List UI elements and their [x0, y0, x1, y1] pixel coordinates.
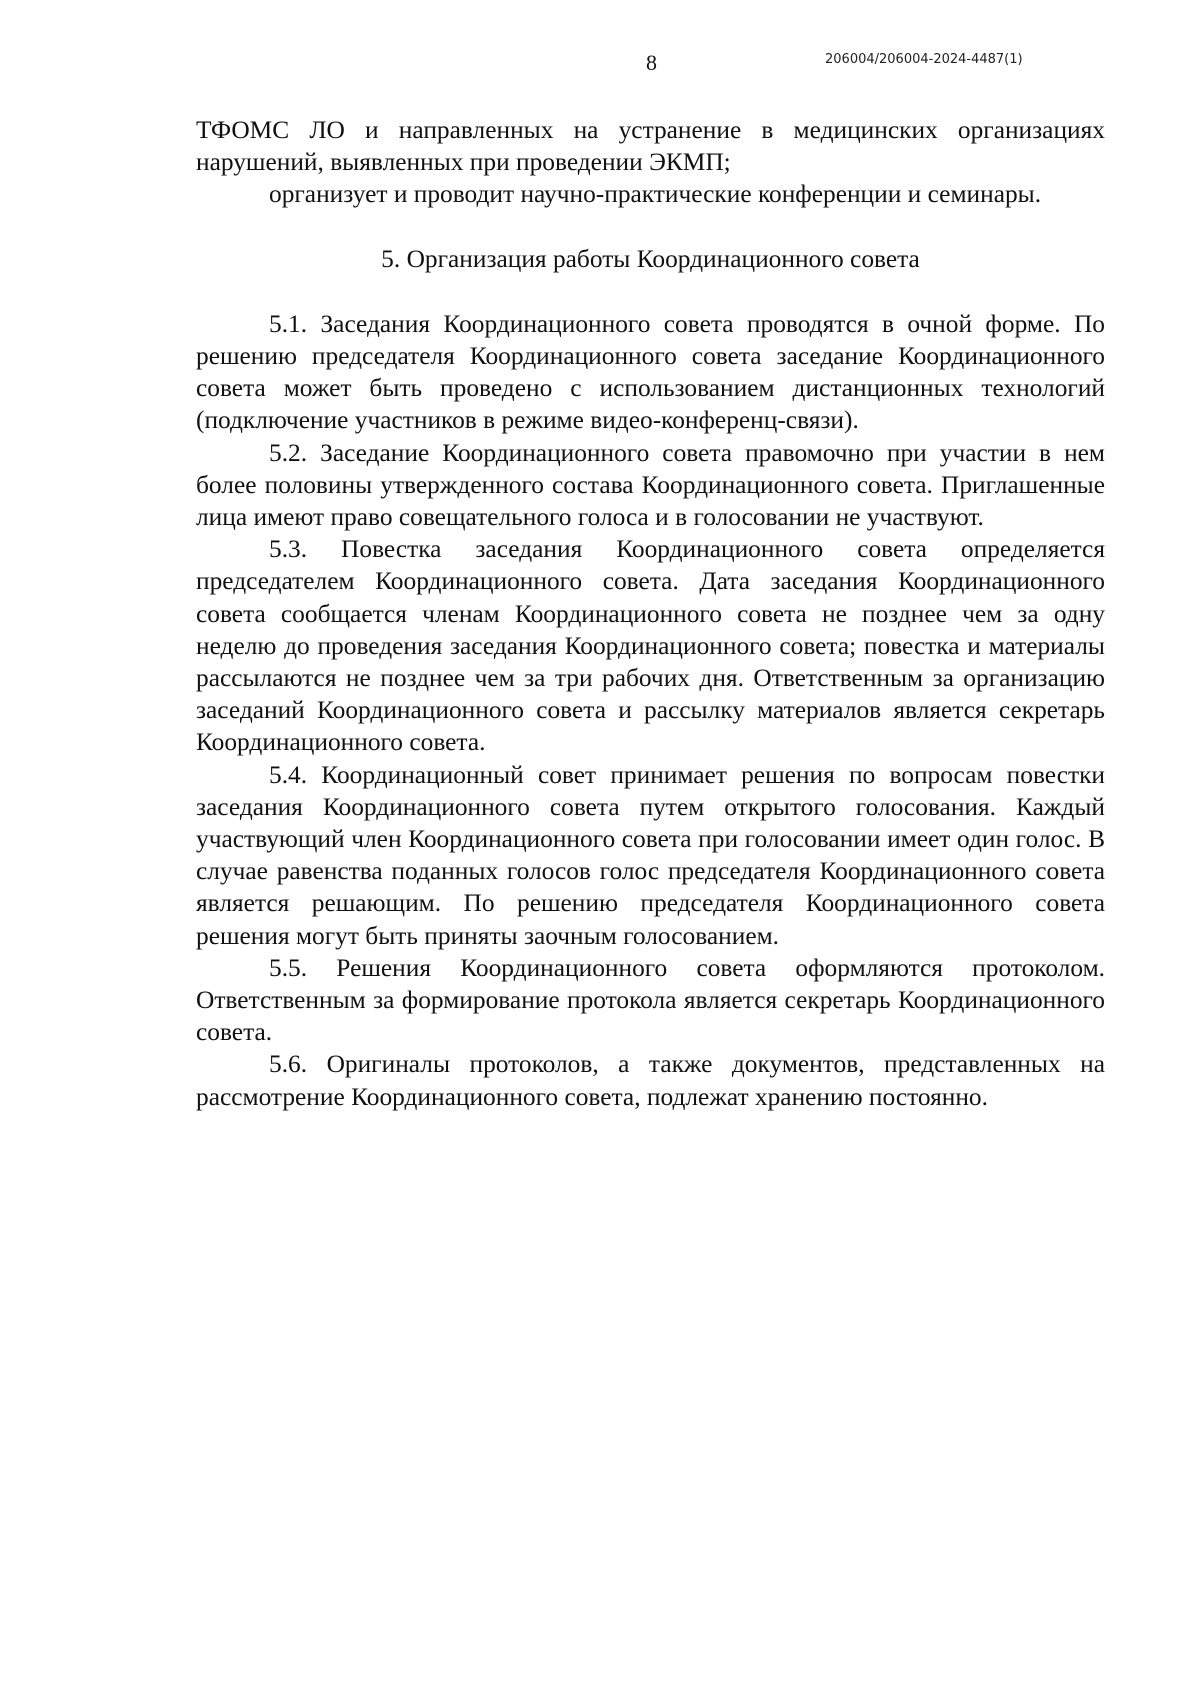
document-id: 206004/206004-2024-4487(1): [825, 52, 1023, 67]
paragraph-5-4: 5.4. Координационный совет принимает решения по вопросам повестки заседания Координационного совета путем открытого голосования. Каждый участвующий член Координационного совета при голосовании имеет один голос. В случае равенства поданных голосов голос председателя Координационного совета является решающим. По решению председателя Координационного совета решения могут быть приняты заочным голосованием.: [196, 760, 1105, 950]
document-body: [196, 114, 1105, 1113]
page-number: 8: [646, 50, 657, 75]
paragraph-5-5: 5.5. Решения Координационного совета оформляются протоколом. Ответственным за формирование протокола является секретарь Координационного совета.: [196, 953, 1105, 1047]
paragraph-5-1: 5.1. Заседания Координационного совета проводятся в очной форме. По решению председателя Координационного совета заседание Координационного совета может быть проведено с использованием дистанционных технологий (подключение участников в режиме видео-конференц-связи).: [196, 309, 1105, 435]
paragraph-5-3: 5.3. Повестка заседания Координационного совета определяется председателем Координационного совета. Дата заседания Координационного совета сообщается членам Координационного совета не позднее чем за одну неделю до проведения заседания Координационного совета; повестка и материалы рассылаются не позднее чем за три рабочих дня. Ответственным за организацию заседаний Координационного совета и рассылку материалов является секретарь Координационного совета.: [196, 535, 1105, 757]
paragraph-5-2: 5.2. Заседание Координационного совета правомочно при участии в нем более половины утвержденного состава Координационного совета. Приглашенные лица имеют право совещательного голоса и в голосовании не участвуют.: [196, 438, 1105, 532]
section-title: 5. Организация работы Координационного совета: [381, 244, 920, 273]
intro-paragraph-2: организует и проводит научно-практические конференции и семинары.: [269, 180, 1042, 209]
paragraph-5-6: 5.6. Оригиналы протоколов, а также документов, представленных на рассмотрение Координационного совета, подлежат хранению постоянно.: [196, 1050, 1105, 1111]
intro-paragraph-1: ТФОМС ЛО и направленных на устранение в медицинских организациях нарушений, выявленных при проведении ЭКМП;: [196, 116, 1105, 177]
